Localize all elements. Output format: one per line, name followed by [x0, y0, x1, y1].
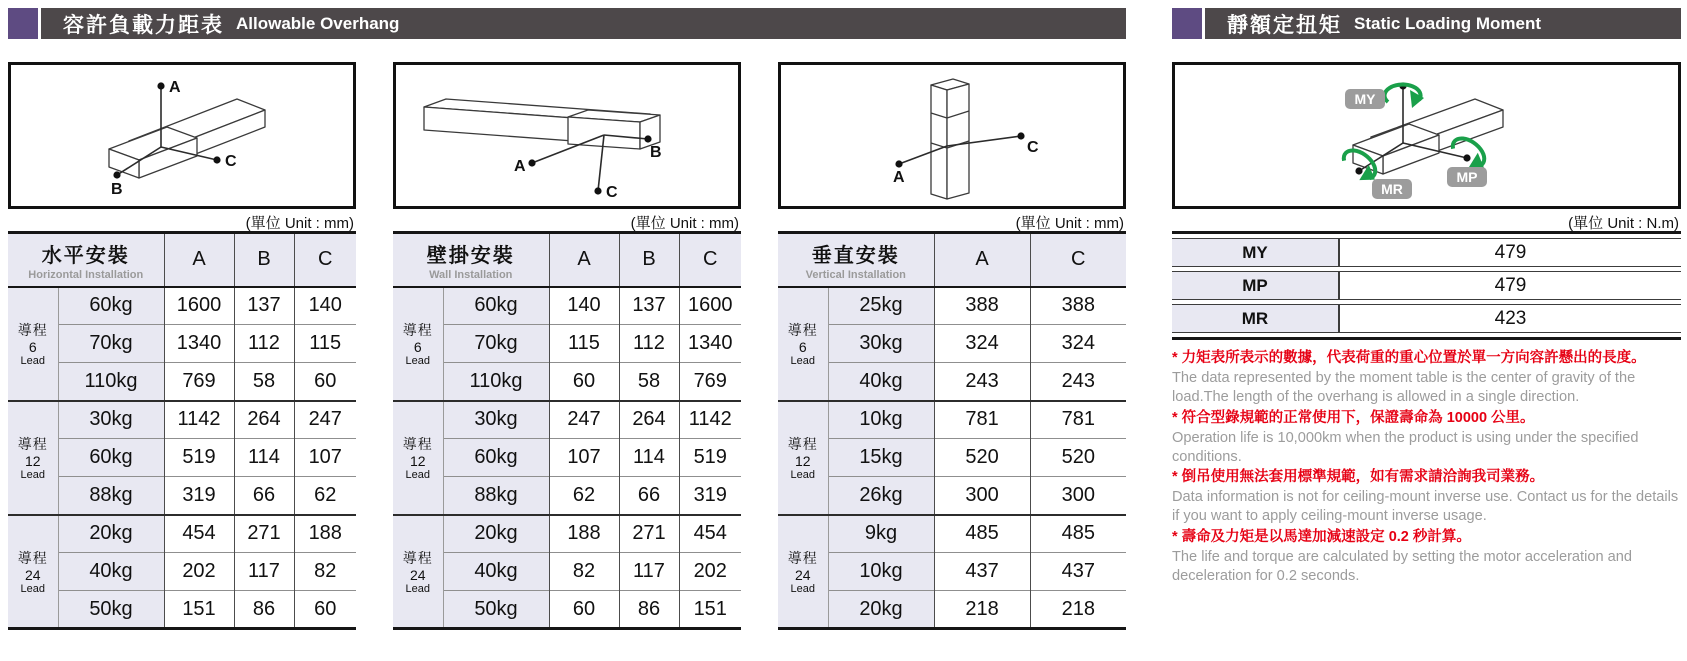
table-row: 20kg 218 218 — [778, 591, 1126, 629]
unit-mm-label: (單位 Unit : mm) — [245, 215, 354, 232]
column-header-c: C — [679, 233, 741, 287]
wall-installation-column — [393, 62, 741, 630]
moment-row-value: 479 — [1340, 238, 1681, 267]
axis-c-label: C — [225, 153, 237, 170]
vertical-axes-illustration — [781, 65, 1123, 206]
wall-installation-table — [393, 231, 741, 630]
axis-c-label: C — [1027, 139, 1039, 156]
table-row: 30kg 324 324 — [778, 325, 1126, 363]
table-row: 導程 24 Lead 9kg 485 485 — [778, 515, 1126, 553]
table-row: 導程 12 Lead 10kg 781 781 — [778, 401, 1126, 439]
table-row: 50kg 60 86 151 — [393, 591, 741, 629]
table-row: 導程 24 Lead 20kg 188 271 454 — [393, 515, 741, 553]
lead-group-cell: 導程 6 Lead — [778, 287, 828, 401]
lead-group-cell: 導程 24 Lead — [778, 515, 828, 629]
table-row: 導程 6 Lead 25kg 388 388 — [778, 287, 1126, 325]
table-row: 40kg 202 117 82 — [8, 553, 356, 591]
table-row — [1172, 304, 1681, 333]
note-zh: * 力矩表所表示的數據，代表荷重的重心位置於單一方向容許懸出的長度。 — [1172, 350, 1646, 366]
table-row — [1172, 271, 1681, 300]
axis-b-label: B — [111, 181, 123, 198]
table-title-cell: 垂直安裝 Vertical Installation — [778, 233, 934, 287]
note-item — [1172, 527, 1681, 587]
static-moment-table — [1172, 231, 1681, 340]
column-header-c: C — [294, 233, 356, 287]
note-item — [1172, 467, 1681, 527]
lead-group-cell: 導程 12 Lead — [778, 401, 828, 515]
moment-axes-diagram — [1172, 62, 1681, 209]
table-row: 88kg 62 66 319 — [393, 477, 741, 515]
table-row: 88kg 319 66 62 — [8, 477, 356, 515]
note-en: The data represented by the moment table is the center of gravity of the load.The length of the overhang is allowed in a single direction. — [1172, 370, 1636, 406]
unit-mm-label: (單位 Unit : mm) — [1015, 215, 1124, 232]
column-header-a: A — [164, 233, 234, 287]
axis-a-label: A — [169, 79, 181, 96]
table-row: 導程 12 Lead 30kg 1142 264 247 — [8, 401, 356, 439]
vertical-installation-table — [778, 231, 1126, 630]
horizontal-installation-diagram — [8, 62, 356, 209]
note-en: Operation life is 10,000km when the product is using under the specified conditions. — [1172, 429, 1639, 465]
unit-mm-label: (單位 Unit : mm) — [630, 215, 739, 232]
lead-group-cell: 導程 12 Lead — [393, 401, 443, 515]
vertical-installation-column — [778, 62, 1126, 630]
note-zh: * 符合型錄規範的正常使用下，保證壽命為 10000 公里。 — [1172, 409, 1535, 426]
moment-row-label: MY — [1172, 238, 1340, 267]
table-title-cell: 水平安裝 Horizontal Installation — [8, 233, 164, 287]
table-row: 50kg 151 86 60 — [8, 591, 356, 629]
horizontal-installation-column — [8, 62, 356, 630]
note-item — [1172, 408, 1681, 468]
my-label: MY — [1354, 91, 1376, 107]
table-row: 導程 24 Lead 20kg 454 271 188 — [8, 515, 356, 553]
table-row: 15kg 520 520 — [778, 439, 1126, 477]
axis-b-label: B — [650, 144, 662, 161]
table-row: 110kg 60 58 769 — [393, 363, 741, 401]
header-accent-square — [8, 8, 38, 39]
column-header-a: A — [934, 233, 1030, 287]
note-item — [1172, 348, 1681, 408]
table-row: 10kg 437 437 — [778, 553, 1126, 591]
table-row: 70kg 115 112 1340 — [393, 325, 741, 363]
column-header-c: C — [1030, 233, 1126, 287]
lead-group-cell: 導程 12 Lead — [8, 401, 58, 515]
allowable-overhang-header — [8, 8, 1126, 39]
note-zh: * 倒吊使用無法套用標準規範，如有需求請洽詢我司業務。 — [1172, 469, 1545, 486]
table-row: 導程 12 Lead 30kg 247 264 1142 — [393, 401, 741, 439]
table-row: 110kg 769 58 60 — [8, 363, 356, 401]
note-en: The life and torque are calculated by setting the motor acceleration and deceleration for 0.2 seconds. — [1172, 548, 1632, 584]
allowable-overhang-section — [8, 8, 1126, 630]
moment-illustration — [1175, 65, 1678, 206]
axis-c-label: C — [606, 184, 618, 201]
unit-nm-label: (單位 Unit : N.m) — [1568, 215, 1679, 232]
vertical-installation-diagram — [778, 62, 1126, 209]
wall-axes-illustration — [396, 65, 738, 206]
footnotes — [1172, 348, 1681, 586]
note-en: Data information is not for ceiling-mount inverse use. Contact us for the details if you want to apply ceiling-mount inverse usage. — [1172, 489, 1679, 525]
lead-group-cell: 導程 24 Lead — [8, 515, 58, 629]
table-row: 60kg 107 114 519 — [393, 439, 741, 477]
lead-group-cell: 導程 6 Lead — [8, 287, 58, 401]
column-header-b: B — [234, 233, 294, 287]
moment-row-label: MP — [1172, 271, 1340, 300]
section-title-zh: 靜額定扭矩 — [1227, 13, 1342, 37]
static-loading-moment-header — [1172, 8, 1681, 39]
header-accent-square — [1172, 8, 1202, 39]
horizontal-installation-table — [8, 231, 356, 630]
column-header-b: B — [619, 233, 679, 287]
table-row: 70kg 1340 112 115 — [8, 325, 356, 363]
table-row: 60kg 519 114 107 — [8, 439, 356, 477]
note-zh: * 壽命及力矩是以馬達加減速設定 0.2 秒計算。 — [1172, 528, 1471, 545]
wall-installation-diagram — [393, 62, 741, 209]
section-title-zh: 容許負載力距表 — [63, 13, 224, 37]
table-row: 40kg 243 243 — [778, 363, 1126, 401]
axis-a-label: A — [514, 158, 526, 175]
lead-group-cell: 導程 24 Lead — [393, 515, 443, 629]
moment-row-label: MR — [1172, 304, 1340, 333]
table-row — [1172, 238, 1681, 267]
lead-group-cell: 導程 6 Lead — [393, 287, 443, 401]
section-title-en: Static Loading Moment — [1354, 13, 1541, 33]
section-title-en: Allowable Overhang — [236, 13, 400, 33]
table-row: 26kg 300 300 — [778, 477, 1126, 515]
column-header-a: A — [549, 233, 619, 287]
table-row: 導程 6 Lead 60kg 140 137 1600 — [393, 287, 741, 325]
table-title-cell: 壁掛安裝 Wall Installation — [393, 233, 549, 287]
static-loading-moment-section — [1172, 8, 1681, 630]
moment-row-value: 479 — [1340, 271, 1681, 300]
mr-label: MR — [1381, 181, 1403, 197]
horizontal-axes-illustration — [11, 65, 353, 206]
axis-a-label: A — [893, 169, 905, 186]
mp-label: MP — [1456, 169, 1478, 185]
table-row: 導程 6 Lead 60kg 1600 137 140 — [8, 287, 356, 325]
table-row: 40kg 82 117 202 — [393, 553, 741, 591]
moment-row-value: 423 — [1340, 304, 1681, 333]
